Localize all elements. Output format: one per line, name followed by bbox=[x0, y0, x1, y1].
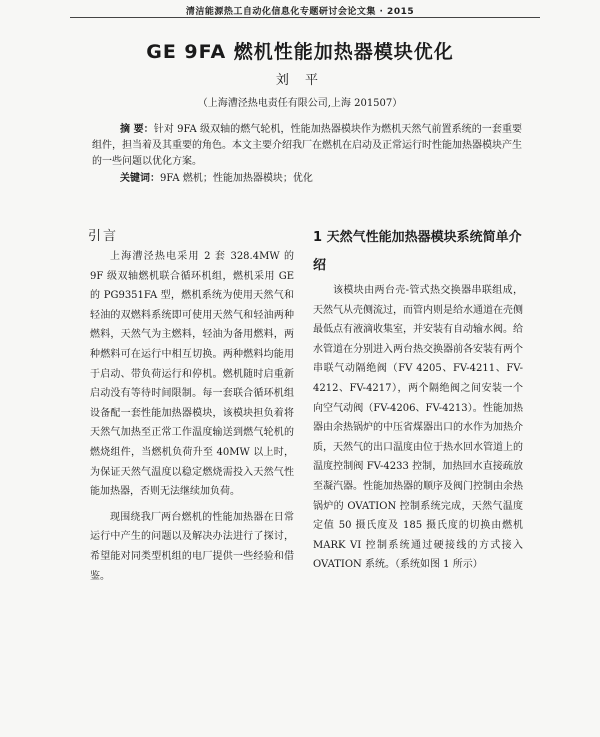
keywords-text: 9FA 燃机；性能加热器模块；优化 bbox=[160, 173, 313, 184]
affiliation: （上海漕泾热电责任有限公司,上海 201507） bbox=[197, 98, 403, 109]
section-1-column bbox=[313, 281, 523, 575]
section-heading-1: 1 天然气性能加热器模块系统简单介绍 bbox=[313, 230, 522, 273]
intro-paragraph: 现围绕我厂两台燃机的性能加热器在日常运行中产生的问题以及解决办法进行了探讨，希望能对同类型机组的电厂提供一些经验和借鉴。 bbox=[90, 511, 294, 582]
intro-paragraph: 上海漕泾热电采用 2 套 328.4MW 的 9F 级双轴燃机联合循环机组，燃机采用 GE 的 PG9351FA 型，燃机系统为使用天然气和轻油的双燃料系统即可使用天然气和轻油两种燃料，天然气为主燃料，轻油为备用燃料，两种燃料可在运行中相互切换。两种燃料均能用于启动、带负荷运行和停机。燃机随时启重新启动没有等待时间限制。每一套联合循环机组设备配一套性能加热器模块，该模块担负着将天然气加热至正常工作温度输送到燃气轮机的燃烧组件，当燃机负荷升至 40MW 以上时，为保证天然气温度以稳定燃烧需投入天然气性能加热器，否则无法继续加负荷。 bbox=[90, 251, 294, 498]
section-heading-intro: 引言 bbox=[88, 229, 119, 244]
paper-title: GE 9FA 燃机性能加热器模块优化 bbox=[146, 41, 454, 63]
section-1-paragraph: 该模块由两台壳-管式热交换器串联组成，天然气从壳侧流过，而管内则是给水通道在壳侧最低点有液滴收集室，并安装有自动输水阀。给水管道在分别进入两台热交换器前各安装有两个串联气动隔绝阀（FV 4205、FV-4211、FV-4212、FV-4217），两个隔绝阀之间安装一个向空气动阀（FV-4206、FV-4213）。性能加热器由余热锅炉的中压省煤器出口的水作为加热介质，天然气的出口温度由位于热水回水管道上的温度控制阀 FV-4233 控制，加热回水直接疏放至凝汽器。性能加热器的顺序及阀门控制由余热锅炉的 OVATION 控制系统完成，天然气温度定值 50 摄氏度及 185 摄氏度的切换由燃机 MARK VI 控制系统通过硬接线的方式接入 OVATION 系统。（系统如图 1 所示） bbox=[313, 285, 523, 571]
abstract-text: 针对 9FA 级双轴的燃气轮机，性能加热器模块作为燃机天然气前置系统的一套重要组件，担当着及其重要的角色。本文主要介绍我厂在燃机在启动及正常运行时性能加热器模块产生的一些问题以优化方案。 bbox=[92, 124, 523, 167]
abstract bbox=[92, 122, 522, 170]
author-name: 刘 平 bbox=[275, 73, 325, 88]
intro-column bbox=[90, 247, 294, 586]
running-header: 清洁能源热工自动化信息化专题研讨会论文集 · 2015 bbox=[185, 7, 415, 17]
header-rule bbox=[70, 17, 540, 18]
abstract-label: 摘 要： bbox=[120, 124, 154, 135]
keywords-label: 关键词： bbox=[120, 173, 160, 184]
keywords bbox=[92, 171, 522, 187]
